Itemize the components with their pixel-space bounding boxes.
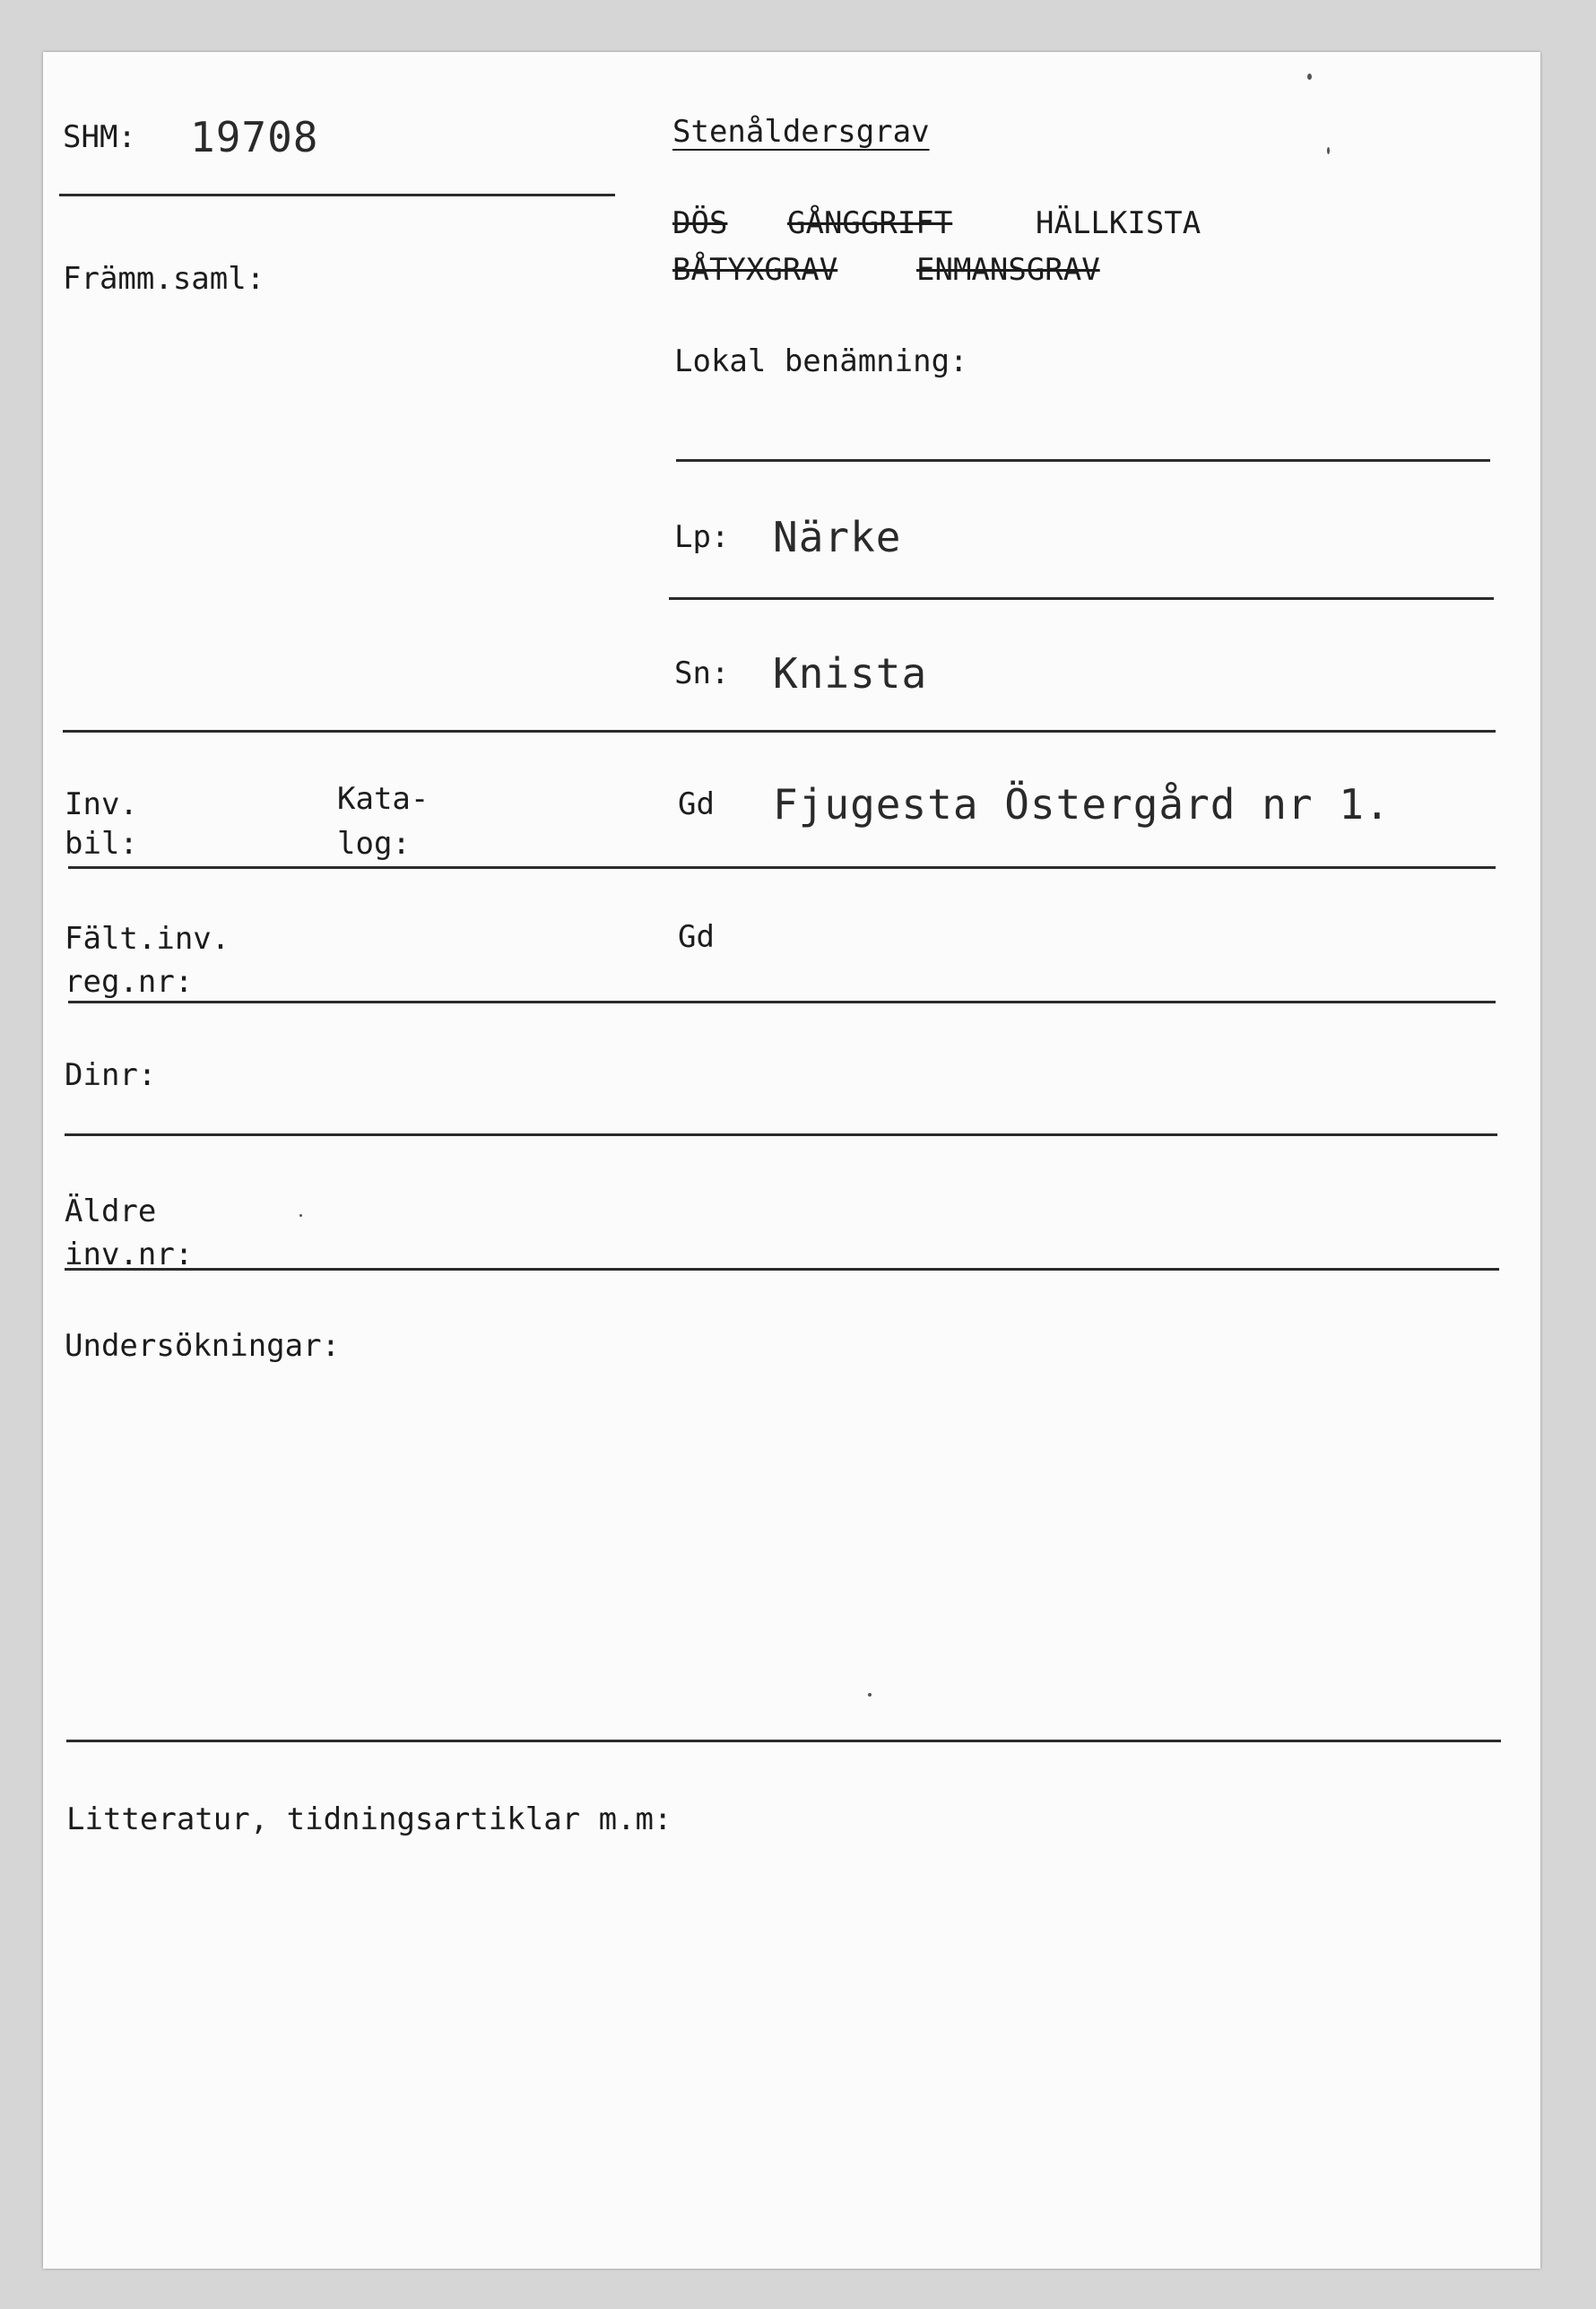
falt-inv-label: Fält.inv. bbox=[65, 921, 230, 957]
gd-value: Fjugesta Östergård nr 1. bbox=[773, 780, 1391, 829]
speck bbox=[1307, 74, 1312, 80]
divider bbox=[68, 1001, 1496, 1003]
type-enmansgrav: ENMANSGRAV bbox=[916, 252, 1100, 288]
speck bbox=[299, 1214, 302, 1217]
divider bbox=[65, 1268, 1499, 1271]
shm-number: 19708 bbox=[190, 113, 319, 161]
type-hallkista: HÄLLKISTA bbox=[1036, 205, 1201, 241]
reg-nr-label: reg.nr: bbox=[65, 964, 194, 1000]
gd-label-2: Gd bbox=[678, 919, 715, 955]
lp-label: Lp: bbox=[674, 519, 730, 555]
divider bbox=[676, 459, 1490, 462]
grave-category-heading: Stenåldersgrav bbox=[672, 114, 930, 150]
framm-saml-label: Främm.saml: bbox=[63, 261, 265, 297]
inv-label: Inv. bbox=[65, 786, 138, 822]
kata-label: Kata- bbox=[337, 781, 429, 817]
shm-label: SHM: bbox=[63, 119, 136, 155]
lokal-benamning-label: Lokal benämning: bbox=[674, 343, 968, 379]
bil-label: bil: bbox=[65, 826, 138, 862]
gd-label: Gd bbox=[678, 786, 715, 822]
divider bbox=[68, 866, 1496, 869]
type-dos: DÖS bbox=[672, 205, 728, 241]
divider bbox=[66, 1740, 1501, 1742]
divider bbox=[59, 194, 615, 196]
type-ganggrift: GÅNGGRIFT bbox=[787, 205, 953, 241]
sn-label: Sn: bbox=[674, 655, 730, 691]
dinr-label: Dinr: bbox=[65, 1057, 157, 1093]
divider bbox=[63, 730, 1496, 733]
divider bbox=[65, 1133, 1497, 1136]
type-batyxgrav: BÅTYXGRAV bbox=[672, 252, 838, 288]
lp-value: Närke bbox=[773, 513, 902, 561]
catalog-card bbox=[43, 52, 1540, 2269]
aldre-label: Äldre bbox=[65, 1194, 157, 1229]
litteratur-label: Litteratur, tidningsartiklar m.m: bbox=[66, 1801, 672, 1837]
sn-value: Knista bbox=[773, 649, 928, 698]
undersokningar-label: Undersökningar: bbox=[65, 1328, 341, 1364]
log-label: log: bbox=[337, 826, 411, 862]
speck bbox=[868, 1693, 872, 1697]
divider bbox=[669, 597, 1494, 600]
speck bbox=[1327, 147, 1330, 154]
inv-nr-label: inv.nr: bbox=[65, 1237, 194, 1272]
